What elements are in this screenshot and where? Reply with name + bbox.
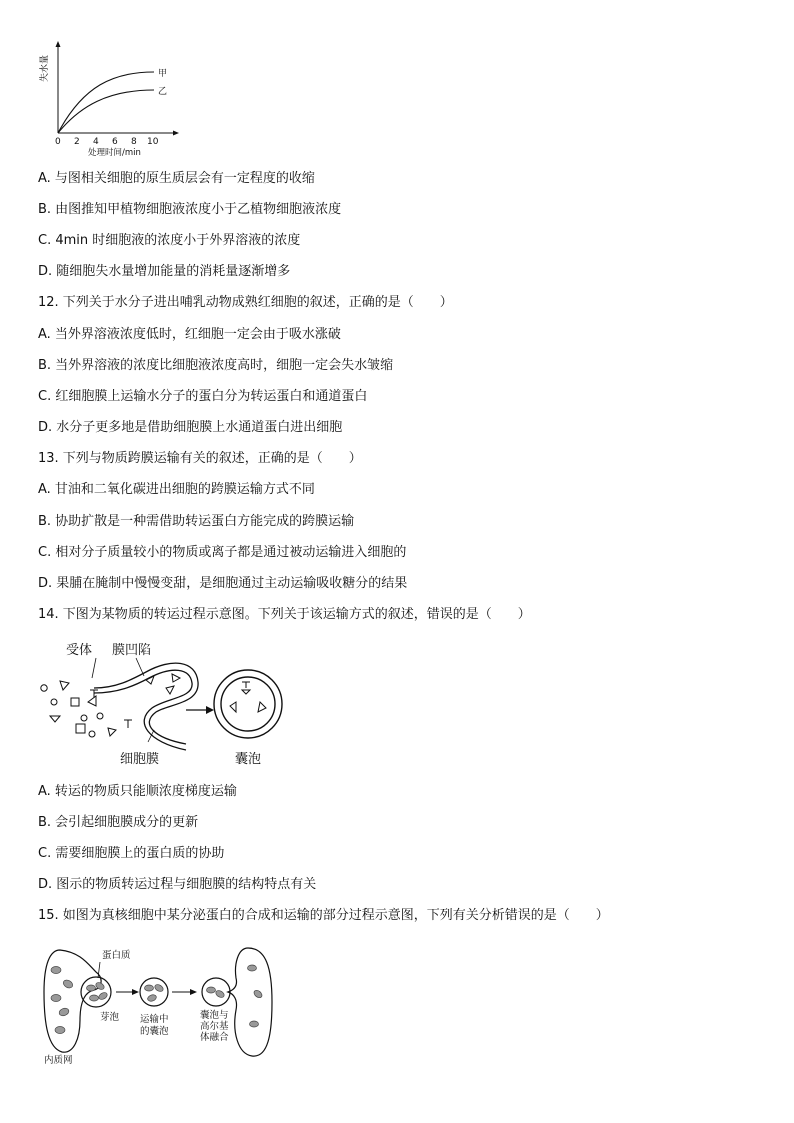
curve-yi: [58, 90, 154, 133]
xtick: 0: [55, 137, 61, 147]
label-fuse-2: 高尔基: [200, 1021, 229, 1032]
label-receptor: 受体: [66, 643, 93, 658]
q12-stem: 12. 下列关于水分子进出哺乳动物成熟红细胞的叙述，正确的是（ ）: [38, 295, 453, 310]
q14-option-d: D. 图示的物质转运过程与细胞膜的结构特点有关: [38, 877, 317, 892]
q14-option-b: B. 会引起细胞膜成分的更新: [38, 815, 199, 830]
series-label-jia: 甲: [158, 69, 168, 79]
q13-option-d: D. 果脯在腌制中慢慢变甜，是细胞通过主动运输吸收糖分的结果: [38, 576, 408, 591]
q13-option-b: B. 协助扩散是一种需借助转运蛋白方能完成的跨膜运输: [38, 514, 355, 529]
secretory-pathway-diagram: [40, 942, 274, 1068]
q11-option-d: D. 随细胞失水量增加能量的消耗量逐渐增多: [38, 264, 291, 279]
label-membrane: 细胞膜: [120, 752, 160, 767]
label-fuse-1: 囊泡与: [200, 1010, 229, 1021]
q12-option-b: B. 当外界溶液的浓度比细胞液浓度高时，细胞一定会失水皱缩: [38, 358, 394, 373]
label-fuse-3: 体融合: [200, 1032, 229, 1043]
label-protein: 蛋白质: [102, 950, 131, 961]
q11-option-a: A. 与图相关细胞的原生质层会有一定程度的收缩: [38, 171, 315, 186]
q13-option-a: A. 甘油和二氧化碳进出细胞的跨膜运输方式不同: [38, 482, 315, 497]
label-transport-2: 的囊泡: [140, 1026, 169, 1037]
q14-stem: 14. 下图为某物质的转运过程示意图。下列关于该运输方式的叙述，错误的是（ ）: [38, 607, 531, 622]
water-loss-graph: [38, 38, 188, 158]
q12-option-d: D. 水分子更多地是借助细胞膜上水通道蛋白进出细胞: [38, 420, 343, 435]
endocytosis-diagram: [36, 636, 306, 768]
curve-jia: [58, 72, 154, 133]
q12-option-c: C. 红细胞膜上运输水分子的蛋白分为转运蛋白和通道蛋白: [38, 389, 368, 404]
series-label-yi: 乙: [158, 87, 168, 97]
q12-option-a: A. 当外界溶液浓度低时，红细胞一定会由于吸水涨破: [38, 327, 341, 342]
q14-option-a: A. 转运的物质只能顺浓度梯度运输: [38, 784, 237, 799]
xtick: 2: [74, 137, 80, 147]
graph-xlabel: 处理时间/min: [88, 148, 141, 158]
label-invagination: 膜凹陷: [112, 643, 152, 658]
q14-option-c: C. 需要细胞膜上的蛋白质的协助: [38, 846, 225, 861]
q11-option-c: C. 4min 时细胞液的浓度小于外界溶液的浓度: [38, 233, 301, 248]
xtick: 8: [131, 137, 137, 147]
q13-option-c: C. 相对分子质量较小的物质或离子都是通过被动运输进入细胞的: [38, 545, 407, 560]
xtick: 6: [112, 137, 118, 147]
q13-stem: 13. 下列与物质跨膜运输有关的叙述，正确的是（ ）: [38, 451, 362, 466]
q15-stem: 15. 如图为真核细胞中某分泌蛋白的合成和运输的部分过程示意图，下列有关分析错误的是（ ）: [38, 908, 609, 923]
xtick: 10: [147, 137, 159, 147]
label-transport-1: 运输中: [140, 1014, 169, 1025]
xtick: 4: [93, 137, 99, 147]
label-bud: 芽泡: [100, 1012, 120, 1023]
q11-option-b: B. 由图推知甲植物细胞液浓度小于乙植物细胞液浓度: [38, 202, 342, 217]
label-er: 内质网: [44, 1055, 73, 1066]
graph-ylabel: 失水量: [40, 54, 50, 82]
label-vesicle: 囊泡: [235, 752, 262, 767]
